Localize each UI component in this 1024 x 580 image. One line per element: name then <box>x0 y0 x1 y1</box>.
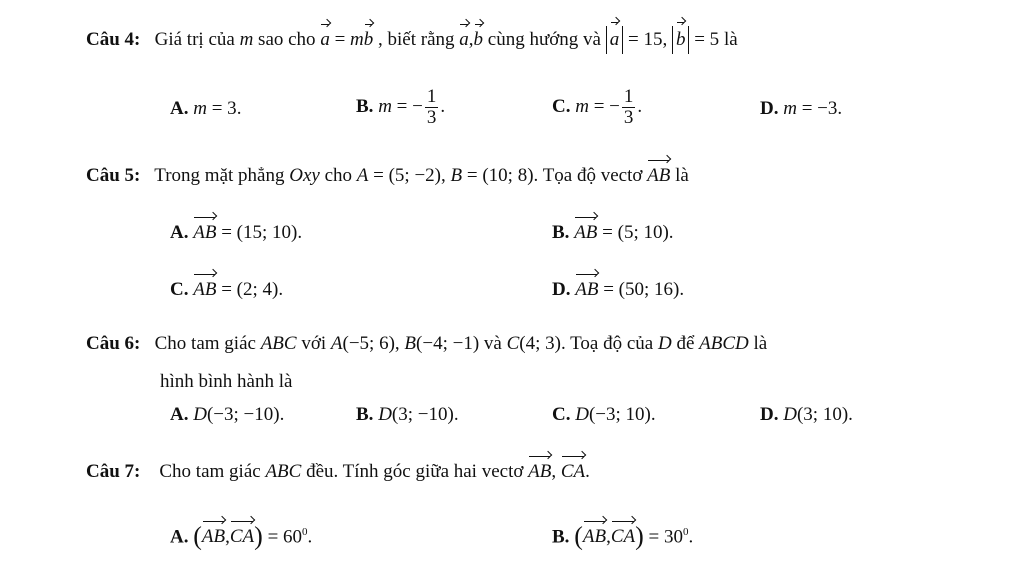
q4-text-e: là <box>723 29 738 50</box>
q7-option-a-ca: CA <box>229 526 255 548</box>
q4-option-b-num: 1 <box>426 86 437 107</box>
q5-option-c[interactable] <box>170 278 283 302</box>
q6-point-c-coord: (4; 3) <box>519 333 561 354</box>
q6-point-b: B <box>404 333 417 354</box>
q5-option-d-vec: AB <box>575 279 599 300</box>
q4-stem <box>86 26 738 54</box>
q7-abc: ABC <box>265 461 302 482</box>
q6-point-b-coord: (−4; −1) <box>416 333 480 354</box>
q5-option-a-val: = (15; 10). <box>221 222 303 243</box>
q5-option-b[interactable] <box>552 221 674 245</box>
q7-option-b-val: = 30 <box>648 526 683 548</box>
q7-option-b-lparen: ( <box>574 521 583 551</box>
q5-text-b: cho <box>324 165 353 186</box>
q6-point-c: C <box>506 333 520 354</box>
q5-point-a-coord: = (5; −2), <box>373 165 451 186</box>
q4-vec-a: a <box>320 29 330 50</box>
q5-option-a-vec: AB <box>193 222 217 243</box>
q5-point-b: B <box>450 165 463 186</box>
q6-option-a[interactable] <box>170 403 284 427</box>
q7-option-a-lparen: ( <box>193 521 202 551</box>
q4-option-c-label: C. <box>552 95 571 117</box>
q5-option-c-val: = (2; 4). <box>221 279 284 300</box>
q6-text-e: để <box>676 333 695 354</box>
q7-option-b-deg: 0 <box>683 526 689 538</box>
q7-end: . <box>585 461 590 482</box>
q6-option-c-val: (−3; 10). <box>588 404 656 425</box>
q6-point-a-coord: (−5; 6) <box>342 333 395 354</box>
q4-norm-b <box>672 26 690 54</box>
q6-option-d-d: D <box>783 404 797 425</box>
q4-option-a-end: . <box>236 98 242 119</box>
q4-option-d[interactable] <box>760 97 842 121</box>
q7-label: Câu 7: <box>86 461 141 482</box>
q5-text-a: Trong mặt phẳng <box>154 165 285 186</box>
q7-option-b-end: . <box>688 526 694 548</box>
q6-point-d: D <box>657 333 672 354</box>
q4-option-c-num: 1 <box>623 86 634 107</box>
q4-vec-comma: , <box>468 29 474 50</box>
q6-abcd: ABCD <box>699 333 749 354</box>
q4-vec-b2: b <box>473 29 484 50</box>
q5-option-d[interactable] <box>552 278 684 302</box>
q6-option-d[interactable] <box>760 403 853 427</box>
q4-option-a-eq: = 3 <box>211 98 237 119</box>
q4-option-c-m: m <box>575 95 589 117</box>
q7-option-b[interactable] <box>552 520 693 549</box>
q7-option-b-ab: AB <box>582 526 607 548</box>
q5-option-a[interactable] <box>170 221 302 245</box>
q4-eq: = <box>334 29 346 50</box>
q6-option-a-label: A. <box>170 404 189 425</box>
q4-norm-a <box>606 26 624 54</box>
q7-text-b: đều. Tính góc giữa hai vectơ <box>306 461 524 482</box>
q6-option-d-val: (3; 10). <box>796 404 853 425</box>
q7-option-b-rparen: ) <box>635 521 644 551</box>
q4-option-b-den: 3 <box>426 107 437 128</box>
q5-point-b-coord: = (10; 8) <box>466 165 534 186</box>
q7-stem <box>86 460 590 484</box>
q6-option-b-d: D <box>378 404 392 425</box>
q4-option-a-label: A. <box>170 98 189 119</box>
q4-norm-b-val: = 5 <box>694 29 720 50</box>
q4-option-c-den: 3 <box>623 107 634 128</box>
q7-option-b-label: B. <box>552 526 570 548</box>
q6-point-a: A <box>330 333 343 354</box>
q4-option-a-m: m <box>193 98 207 119</box>
q7-option-a-deg: 0 <box>302 526 308 538</box>
q5-option-c-label: C. <box>170 279 189 300</box>
q6-option-c-d: D <box>575 404 589 425</box>
q6-label: Câu 6: <box>86 333 141 354</box>
q6-option-a-d: D <box>193 404 207 425</box>
q6-abc: ABC <box>260 333 297 354</box>
q5-vec-ab: AB <box>647 165 671 186</box>
q4-text-a: Giá trị của <box>154 29 235 50</box>
q5-stem <box>86 164 689 188</box>
q7-option-b-comma: , <box>606 526 611 548</box>
q4-option-b-frac <box>425 87 439 128</box>
q6-text-f: là <box>753 333 768 354</box>
q6-sep1: , <box>394 333 400 354</box>
q4-option-a[interactable] <box>170 97 241 121</box>
q7-option-a-val: = 60 <box>267 526 303 548</box>
q6-text-d: . Toạ độ của <box>560 333 654 354</box>
q5-option-b-vec: AB <box>574 222 598 243</box>
q6-text-c: và <box>483 333 502 354</box>
q6-option-b[interactable] <box>356 403 459 427</box>
q6-stem <box>86 332 767 356</box>
q7-comma: , <box>551 461 557 482</box>
q7-option-a-ab: AB <box>201 526 226 548</box>
q7-option-a-comma: , <box>225 526 230 548</box>
q5-option-c-vec: AB <box>193 279 217 300</box>
q4-text-d: cùng hướng và <box>487 29 601 50</box>
q4-vec-a2: a <box>459 29 469 50</box>
q5-option-d-label: D. <box>552 279 571 300</box>
q7-option-a[interactable] <box>170 520 312 549</box>
q4-norm-a-val: = 15, <box>628 29 668 50</box>
q7-option-a-rparen: ) <box>254 521 263 551</box>
q4-eq-m: m <box>350 29 364 50</box>
q4-option-d-m: m <box>783 98 797 119</box>
q5-text-d: là <box>675 165 689 186</box>
q7-vec-ab: AB <box>528 461 552 482</box>
q5-oxy: Oxy <box>289 165 320 186</box>
q5-option-b-val: = (5; 10). <box>602 222 674 243</box>
q6-text-b: với <box>301 333 327 354</box>
q7-vec-ca: CA <box>560 461 586 482</box>
q6-stem-line2: hình bình hành là <box>160 371 293 392</box>
q4-var-m: m <box>239 29 254 50</box>
q6-option-c-label: C. <box>552 404 571 425</box>
q4-option-c-frac <box>622 87 636 128</box>
q5-text-c: . Tọa độ vectơ <box>533 165 643 186</box>
q6-option-b-val: (3; −10). <box>391 404 459 425</box>
q4-option-b-m: m <box>378 95 392 117</box>
q4-label: Câu 4: <box>86 29 141 50</box>
q4-norm-b-vec: b <box>676 26 686 54</box>
q5-option-b-label: B. <box>552 222 570 243</box>
q4-option-b-end: . <box>440 95 446 117</box>
q7-option-b-ca: CA <box>610 526 636 548</box>
q5-point-a: A <box>356 165 369 186</box>
q5-option-d-val: = (50; 16). <box>603 279 685 300</box>
q7-option-a-label: A. <box>170 526 189 548</box>
q4-text-b: sao cho <box>258 29 316 50</box>
q4-option-d-eq: = −3 <box>801 98 838 119</box>
q7-option-a-end: . <box>307 526 313 548</box>
q6-option-d-label: D. <box>760 404 779 425</box>
q4-option-b-eq: = − <box>396 95 423 117</box>
q6-text-a: Cho tam giác <box>154 333 256 354</box>
q4-option-b[interactable] <box>356 87 445 128</box>
q4-vec-b: b <box>363 29 374 50</box>
q6-option-b-label: B. <box>356 404 374 425</box>
q5-label: Câu 5: <box>86 165 141 186</box>
q4-option-c-end: . <box>637 95 643 117</box>
q4-option-d-label: D. <box>760 98 779 119</box>
q4-option-d-end: . <box>837 98 843 119</box>
q4-option-b-label: B. <box>356 95 374 117</box>
q4-norm-a-vec: a <box>610 26 620 54</box>
q4-text-c: , biết rằng <box>378 29 455 50</box>
q7-text-a: Cho tam giác <box>159 461 261 482</box>
q6-option-c[interactable] <box>552 403 656 427</box>
q4-option-c[interactable] <box>552 87 642 128</box>
q4-option-c-eq: = − <box>593 95 620 117</box>
q5-option-a-label: A. <box>170 222 189 243</box>
q6-option-a-val: (−3; −10). <box>206 404 285 425</box>
